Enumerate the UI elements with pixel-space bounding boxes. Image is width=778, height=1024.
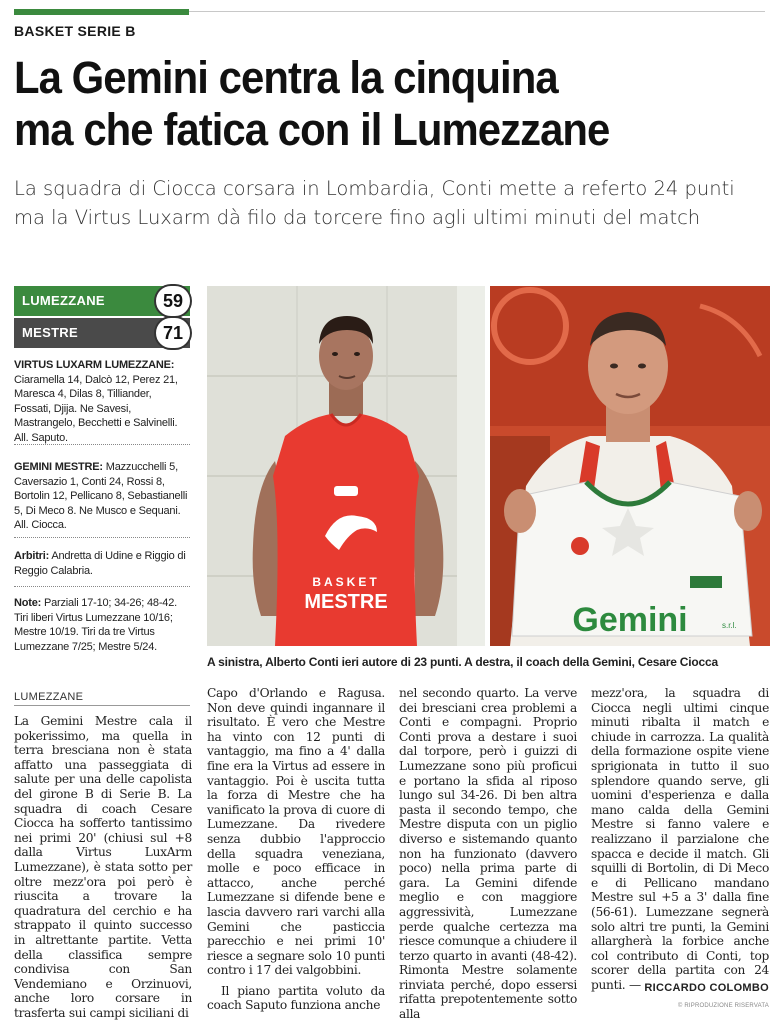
top-accent-rule <box>14 9 189 15</box>
shirt-sponsor-sub: s.r.l. <box>722 621 737 630</box>
tabellino-note <box>14 596 190 654</box>
score-away: 71 <box>156 318 190 348</box>
coach-photo <box>490 286 770 646</box>
player-photo <box>207 286 485 646</box>
headline-line-2: ma che fatica con il Lumezzane <box>14 104 610 155</box>
jersey-text-bottom: MESTRE <box>304 591 388 613</box>
top-thin-rule <box>189 11 765 12</box>
team-name-home: LUMEZZANE <box>14 286 190 316</box>
headline-line-1: La Gemini centra la cinquina <box>14 52 558 103</box>
article-paragraph: La Gemini Mestre cala il pokerissimo, ma quella in terra bresciana non è stata affatto una passeggiata di salute per una delle capolista del girone B di Serie B. La squadra di coach Cesare Ciocca ha sofferto tantissimo nei primi 20' (chiusi sul +8 dalla Virtus LuxArm Lumezzane), è stata sotto per oltre mezz'ora poi però è riuscita a trovare la quadratura del cerchio e ha strappato il quinto successo in altrettante partite. Vetta della classifica sempre condivisa con San Vendemiano e Orzinuovi, anche loro corsare in trasferta sui campi siciliani di <box>14 714 192 1020</box>
score-home: 59 <box>156 286 190 316</box>
gemini-label: GEMINI MESTRE: <box>14 461 103 473</box>
shirt-sponsor: Gemini <box>572 601 688 639</box>
score-row-away <box>14 318 190 348</box>
article-paragraph: Il piano partita voluto da coach Saputo funziona anche <box>207 983 385 1013</box>
headline <box>14 52 721 156</box>
jersey-text-top: BASKET <box>312 575 380 589</box>
divider <box>14 444 190 445</box>
subhead-line-1: La squadra di Ciocca corsara in Lombardia, Conti mette a referto 24 punti <box>14 177 735 200</box>
article-paragraph: nel secondo quarto. La verve dei bresciani crea problemi a Conti e compagni. Proprio Conti prova a destare i suoi dal torpore, però i guizzi di Lumezzane sono più proficui e portano la sfida al riposo lungo sul 34-26. Di ben altra pasta il secondo tempo, che Mestre disputa con un piglio diverso e sistemando quanto non ha funzionato (davvero poco) nella prima parte di gara. La Gemini difende meglio e con maggiore aggressività, Lumezzane perde qualche certezza ma riesce comunque a chiudere il terzo quarto in avanti (48-42). Rimonta Mestre solamente rinviata perché, dopo essersi rifatta prepotentemente sotto alla <box>399 686 577 1022</box>
divider <box>14 586 190 587</box>
note-label: Note: <box>14 597 42 609</box>
article-column-4 <box>591 686 769 992</box>
subheadline <box>14 174 774 232</box>
article-column-1 <box>14 714 192 1020</box>
coach-illustration <box>490 286 770 646</box>
photo-caption: A sinistra, Alberto Conti ieri autore di 23 punti. A destra, il coach della Gemini, Cesare Ciocca <box>207 655 718 669</box>
tabellino-arbitri <box>14 549 190 578</box>
team-name-away: MESTRE <box>14 318 190 348</box>
article-column-2 <box>207 686 385 1013</box>
section-label: BASKET SERIE B <box>14 23 136 39</box>
score-row-home <box>14 286 190 316</box>
dateline: LUMEZZANE <box>14 691 84 703</box>
article-column-3 <box>399 686 577 1022</box>
article-paragraph: Capo d'Orlando e Ragusa. Non deve quindi ingannare il risultato. È vero che Mestre ha vinto con 12 punti di vantaggio, ma fino a 4' dalla fine era la Virtus ad essere in vantaggio. Poi è uscita tutta la forza di Mestre che ha vanificato la prova di cuore di Lumezzane. Da rivedere senza dubbio l'approccio della squadra veneziana, molle e poco efficace in attacco, anche perché Lumezzane si difende bene e lascia davvero rari varchi alla Gemini che pasticcia parecchio e nei primi 10' riesce a segnare solo 10 punti contro i 17 dei valgobbini. <box>207 686 385 978</box>
player-illustration <box>207 286 485 646</box>
dateline-rule <box>14 705 190 706</box>
virtus-lineup: Ciaramella 14, Dalcò 12, Perez 21, Maresca 4, Dilas 8, Tilliander, Fossati, Djija. Ne Savesi, Mastrangelo, Becchetti e Salvinelli. All. Saputo. <box>14 373 178 444</box>
note-text: Parziali 17-10; 34-26; 48-42. Tiri liberi Virtus Lumezzane 10/16; Mestre 10/19. Tiri da tre Virtus Lumezzane 7/25; Mestre 5/24. <box>14 597 177 653</box>
arbitri-label: Arbitri: <box>14 550 50 562</box>
byline: RICCARDO COLOMBO <box>644 982 769 994</box>
virtus-label: VIRTUS LUXARM LUMEZZANE: <box>14 359 175 371</box>
article-paragraph: mezz'ora, la squadra di Ciocca negli ultimi cinque minuti ribalta il match e chiude in carrozza. La qualità della formazione ospite viene sprigionata in tutto il suo splendore quando serve, gli uomini d'esperienza e dalla mano calda della Gemini Mestre si fanno valere e realizzano il parzialone che spacca e decide il match. Gli squilli di Bortolin, di Di Meco e di Pellicano mandano Mestre sul +5 a 3' dalla fine (56-61). Lumezzane segnerà solo altri tre punti, la Gemini allargherà la forbice anche col contributo di Conti, top scorer della partita con 24 punti. — <box>591 686 769 992</box>
subhead-line-2: ma la Virtus Luxarm dà filo da torcere fino agli ultimi minuti del match <box>14 206 701 229</box>
tabellino-gemini <box>14 460 190 533</box>
tabellino-virtus <box>14 358 190 446</box>
copyright-notice: © RIPRODUZIONE RISERVATA <box>677 1003 769 1009</box>
arbitri-text: Andretta di Udine e Riggio di Reggio Calabria. <box>14 550 186 577</box>
divider <box>14 537 190 538</box>
gemini-lineup: Mazzucchelli 5, Caversazio 1, Conti 24, Rossi 8, Bortolin 12, Pellicano 8, Sebastianelli 5, Di Meco 8. Ne Musco e Sequani. All. Ciocca. <box>14 461 188 532</box>
